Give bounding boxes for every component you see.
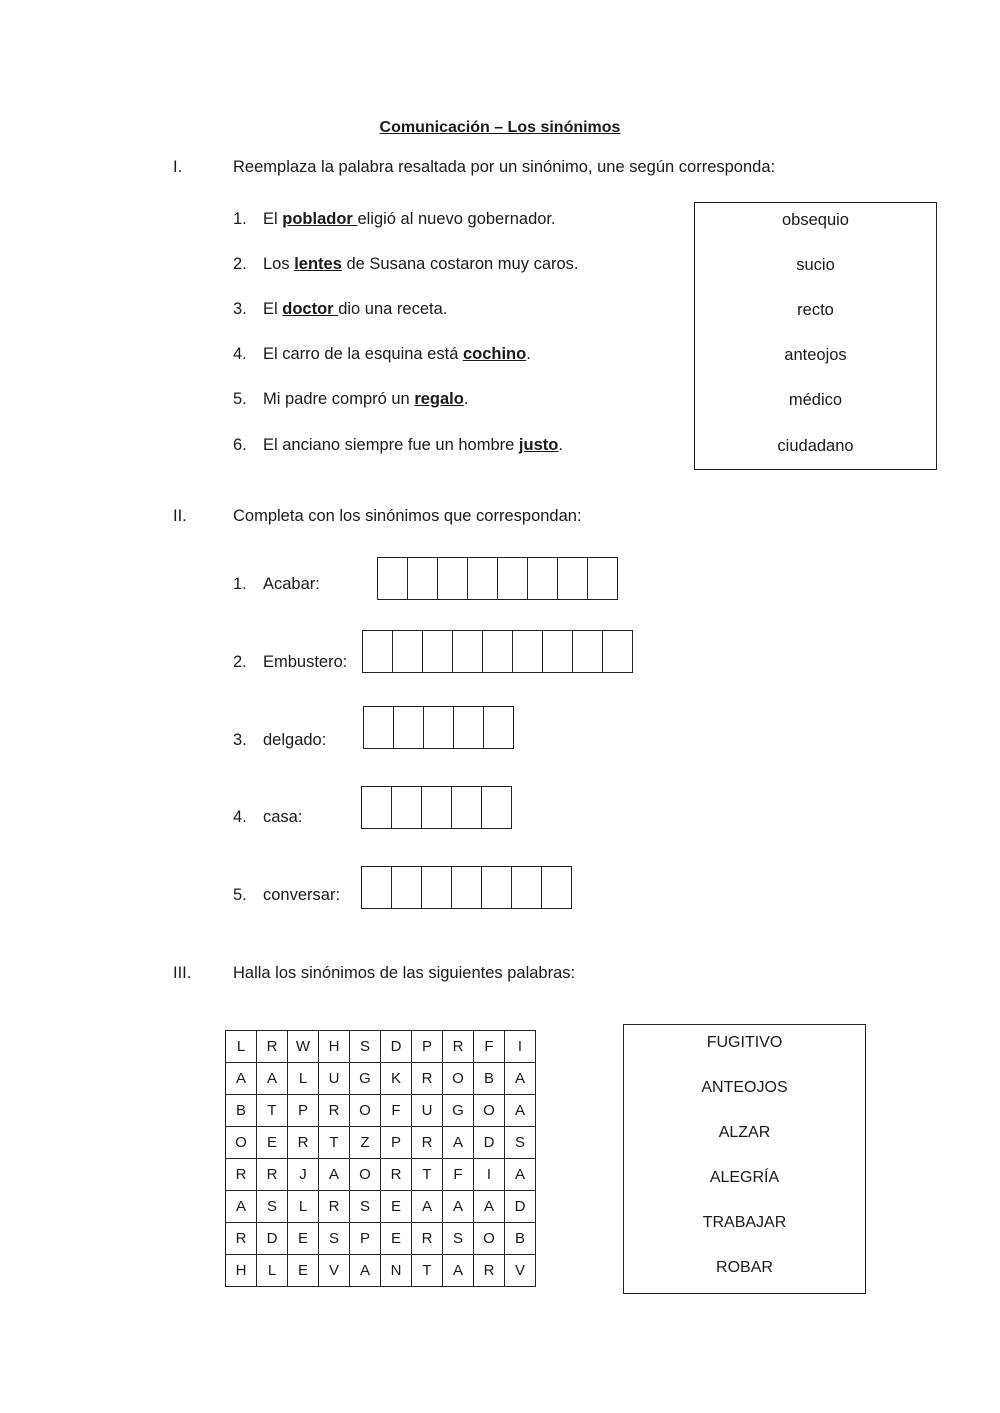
grid-letter[interactable]: R	[381, 1159, 412, 1191]
sentence-text: El	[263, 300, 283, 318]
item-label: Embustero:	[263, 653, 348, 671]
grid-letter[interactable]: E	[288, 1255, 319, 1287]
grid-letter[interactable]: F	[443, 1159, 474, 1191]
search-word: ROBAR	[716, 1259, 773, 1276]
grid-letter[interactable]: A	[319, 1159, 350, 1191]
sentence-text: .	[558, 436, 563, 454]
grid-letter[interactable]: A	[443, 1255, 474, 1287]
grid-letter[interactable]: L	[288, 1191, 319, 1223]
grid-letter[interactable]: A	[505, 1159, 536, 1191]
grid-letter[interactable]: A	[505, 1095, 536, 1127]
word-option[interactable]: recto	[797, 301, 834, 319]
item-number: 2.	[233, 255, 247, 273]
sentence-text: El anciano siempre fue un hombre	[263, 436, 519, 454]
sentence-text: El	[263, 210, 283, 228]
word-option[interactable]: anteojos	[784, 346, 847, 364]
search-word: ALEGRÍA	[709, 1169, 780, 1186]
grid-letter[interactable]: S	[443, 1223, 474, 1255]
grid-letter[interactable]: P	[288, 1095, 319, 1127]
grid-letter[interactable]: B	[474, 1063, 505, 1095]
grid-letter[interactable]: H	[226, 1255, 257, 1287]
item-number: 4.	[233, 345, 247, 363]
grid-letter[interactable]: U	[319, 1063, 350, 1095]
letter-box[interactable]	[588, 558, 618, 600]
grid-letter[interactable]: K	[381, 1063, 412, 1095]
grid-letter[interactable]: S	[319, 1223, 350, 1255]
grid-letter[interactable]: R	[443, 1031, 474, 1063]
grid-row	[226, 1255, 536, 1287]
grid-letter[interactable]: R	[319, 1095, 350, 1127]
letter-box[interactable]	[498, 558, 528, 600]
word-option[interactable]: sucio	[796, 256, 835, 274]
grid-letter[interactable]: E	[381, 1191, 412, 1223]
letter-boxes	[361, 866, 572, 909]
grid-letter[interactable]: D	[505, 1191, 536, 1223]
grid-letter[interactable]: R	[288, 1127, 319, 1159]
sentence-text: .	[463, 390, 469, 408]
sentence-text: Mi padre compró un	[263, 390, 415, 408]
letter-box[interactable]	[408, 558, 438, 600]
letter-box[interactable]	[512, 867, 542, 909]
item-number: 5.	[233, 390, 247, 408]
letter-box[interactable]	[392, 787, 422, 829]
grid-letter[interactable]: A	[226, 1063, 257, 1095]
grid-letter[interactable]: J	[288, 1159, 319, 1191]
sentence-text: El carro de la esquina está	[263, 345, 463, 363]
grid-letter[interactable]: Z	[350, 1127, 381, 1159]
grid-letter[interactable]: F	[381, 1095, 412, 1127]
highlighted-word[interactable]: cochino	[462, 345, 527, 363]
fill-item	[233, 653, 347, 672]
grid-letter[interactable]: A	[226, 1191, 257, 1223]
grid-letter[interactable]: S	[257, 1191, 288, 1223]
grid-letter[interactable]: D	[257, 1223, 288, 1255]
grid-letter[interactable]: O	[350, 1159, 381, 1191]
section-2-instruction: Completa con los sinónimos que correspondan:	[233, 507, 582, 525]
letter-box[interactable]	[542, 867, 572, 909]
grid-letter[interactable]: O	[474, 1223, 505, 1255]
grid-letter[interactable]: L	[257, 1255, 288, 1287]
letter-box[interactable]	[528, 558, 558, 600]
letter-box[interactable]	[422, 787, 452, 829]
letter-box[interactable]	[392, 867, 422, 909]
grid-letter[interactable]: F	[474, 1031, 505, 1063]
grid-row	[226, 1063, 536, 1095]
item-number: 3.	[233, 300, 247, 318]
grid-letter[interactable]: A	[257, 1063, 288, 1095]
letter-box[interactable]	[483, 631, 513, 673]
grid-letter[interactable]: A	[350, 1255, 381, 1287]
grid-letter[interactable]: S	[505, 1127, 536, 1159]
section-3-numeral: III.	[173, 964, 192, 982]
word-search-list	[623, 1024, 866, 1294]
letter-boxes	[363, 706, 514, 749]
grid-letter[interactable]: R	[226, 1159, 257, 1191]
synonym-word-box	[694, 202, 937, 470]
item-label: conversar:	[263, 886, 341, 904]
letter-box[interactable]	[454, 707, 484, 749]
grid-letter[interactable]: H	[319, 1031, 350, 1063]
grid-letter[interactable]: G	[443, 1095, 474, 1127]
grid-letter[interactable]: B	[505, 1223, 536, 1255]
sentence-item	[233, 345, 531, 364]
letter-box[interactable]	[484, 707, 514, 749]
grid-letter[interactable]: W	[288, 1031, 319, 1063]
item-number: 2.	[233, 653, 247, 671]
grid-letter[interactable]: P	[381, 1127, 412, 1159]
grid-letter[interactable]: A	[412, 1191, 443, 1223]
search-word: FUGITIVO	[706, 1034, 783, 1051]
grid-row	[226, 1031, 536, 1063]
item-label: casa:	[263, 808, 303, 826]
sentence-item	[233, 255, 579, 274]
section-1-numeral: I.	[173, 158, 183, 176]
letter-box[interactable]	[424, 707, 454, 749]
grid-letter[interactable]: R	[412, 1127, 443, 1159]
letter-boxes	[361, 786, 512, 829]
letter-box[interactable]	[453, 631, 483, 673]
grid-letter[interactable]: G	[350, 1063, 381, 1095]
grid-letter[interactable]: R	[319, 1191, 350, 1223]
letter-box[interactable]	[573, 631, 603, 673]
grid-letter[interactable]: T	[412, 1159, 443, 1191]
fill-item	[233, 886, 340, 905]
grid-letter[interactable]: O	[443, 1063, 474, 1095]
sentence-text: eligió al nuevo gobernador.	[357, 210, 556, 228]
letter-box[interactable]	[468, 558, 498, 600]
grid-letter[interactable]: D	[381, 1031, 412, 1063]
item-number: 4.	[233, 808, 247, 826]
search-word: ALZAR	[718, 1124, 771, 1141]
sentence-text: Los	[263, 255, 295, 273]
item-label: Acabar:	[263, 575, 320, 593]
item-number: 3.	[233, 731, 247, 749]
grid-letter[interactable]: L	[288, 1063, 319, 1095]
highlighted-word[interactable]: poblador	[282, 210, 358, 228]
word-option[interactable]: ciudadano	[777, 437, 854, 455]
grid-letter[interactable]: A	[443, 1127, 474, 1159]
sentence-text: de Susana costaron muy caros.	[341, 255, 579, 273]
grid-letter[interactable]: R	[412, 1223, 443, 1255]
letter-box[interactable]	[393, 631, 423, 673]
grid-letter[interactable]: R	[412, 1063, 443, 1095]
grid-letter[interactable]: E	[381, 1223, 412, 1255]
item-number: 1.	[233, 210, 247, 228]
grid-letter[interactable]: R	[257, 1159, 288, 1191]
sentence-item	[233, 436, 563, 455]
letter-box[interactable]	[378, 558, 408, 600]
grid-letter[interactable]: V	[319, 1255, 350, 1287]
letter-box[interactable]	[438, 558, 468, 600]
item-number: 1.	[233, 575, 247, 593]
word-option[interactable]: obsequio	[782, 211, 849, 229]
grid-letter[interactable]: A	[474, 1191, 505, 1223]
grid-letter[interactable]: A	[505, 1063, 536, 1095]
letter-box[interactable]	[394, 707, 424, 749]
letter-box[interactable]	[364, 707, 394, 749]
grid-row	[226, 1223, 536, 1255]
sentence-item	[233, 210, 556, 229]
letter-boxes	[377, 557, 618, 600]
grid-letter[interactable]: O	[350, 1095, 381, 1127]
grid-letter[interactable]: P	[350, 1223, 381, 1255]
grid-letter[interactable]: P	[412, 1031, 443, 1063]
grid-letter[interactable]: N	[381, 1255, 412, 1287]
grid-letter[interactable]: R	[474, 1255, 505, 1287]
sentence-item	[233, 390, 468, 409]
letter-box[interactable]	[513, 631, 543, 673]
letter-box[interactable]	[543, 631, 573, 673]
fill-item	[233, 575, 320, 594]
page-title: Comunicación – Los sinónimos	[379, 119, 621, 136]
section-3-instruction: Halla los sinónimos de las siguientes palabras:	[233, 964, 576, 982]
word-search-grid	[225, 1030, 536, 1287]
grid-letter[interactable]: E	[257, 1127, 288, 1159]
grid-row	[226, 1095, 536, 1127]
highlighted-word[interactable]: regalo	[414, 390, 464, 408]
fill-item	[233, 808, 302, 827]
word-option[interactable]: médico	[788, 391, 843, 409]
grid-letter[interactable]: L	[226, 1031, 257, 1063]
grid-letter[interactable]: O	[474, 1095, 505, 1127]
letter-box[interactable]	[452, 787, 482, 829]
highlighted-word[interactable]: doctor	[282, 300, 339, 318]
grid-letter[interactable]: I	[505, 1031, 536, 1063]
grid-letter[interactable]: O	[226, 1127, 257, 1159]
grid-letter[interactable]: D	[474, 1127, 505, 1159]
grid-row	[226, 1159, 536, 1191]
highlighted-word[interactable]: justo	[518, 436, 559, 454]
search-word: TRABAJAR	[702, 1214, 787, 1231]
sentence-text: .	[526, 345, 531, 363]
letter-box[interactable]	[482, 787, 512, 829]
grid-letter[interactable]: I	[474, 1159, 505, 1191]
letter-box[interactable]	[452, 867, 482, 909]
letter-box[interactable]	[362, 867, 392, 909]
highlighted-word[interactable]: lentes	[294, 255, 342, 273]
grid-letter[interactable]: V	[505, 1255, 536, 1287]
letter-box[interactable]	[558, 558, 588, 600]
letter-box[interactable]	[363, 631, 393, 673]
sentence-text: dio una receta.	[338, 300, 448, 318]
grid-letter[interactable]: E	[288, 1223, 319, 1255]
grid-letter[interactable]: T	[412, 1255, 443, 1287]
letter-box[interactable]	[482, 867, 512, 909]
grid-letter[interactable]: U	[412, 1095, 443, 1127]
grid-letter[interactable]: S	[350, 1191, 381, 1223]
grid-letter[interactable]: R	[226, 1223, 257, 1255]
grid-letter[interactable]: S	[350, 1031, 381, 1063]
letter-box[interactable]	[423, 631, 453, 673]
letter-boxes	[362, 630, 633, 673]
grid-row	[226, 1127, 536, 1159]
grid-letter[interactable]: R	[257, 1031, 288, 1063]
grid-row	[226, 1191, 536, 1223]
grid-letter[interactable]: B	[226, 1095, 257, 1127]
letter-box[interactable]	[422, 867, 452, 909]
grid-letter[interactable]: A	[443, 1191, 474, 1223]
letter-box[interactable]	[603, 631, 633, 673]
search-word: ANTEOJOS	[701, 1079, 788, 1096]
grid-letter[interactable]: T	[257, 1095, 288, 1127]
section-2-numeral: II.	[173, 507, 187, 525]
item-number: 5.	[233, 886, 247, 904]
fill-item	[233, 731, 326, 750]
item-label: delgado:	[263, 731, 327, 749]
sentence-item	[233, 300, 447, 319]
grid-letter[interactable]: T	[319, 1127, 350, 1159]
section-1-instruction: Reemplaza la palabra resaltada por un sinónimo, une según corresponda:	[233, 158, 776, 176]
letter-box[interactable]	[362, 787, 392, 829]
item-number: 6.	[233, 436, 247, 454]
